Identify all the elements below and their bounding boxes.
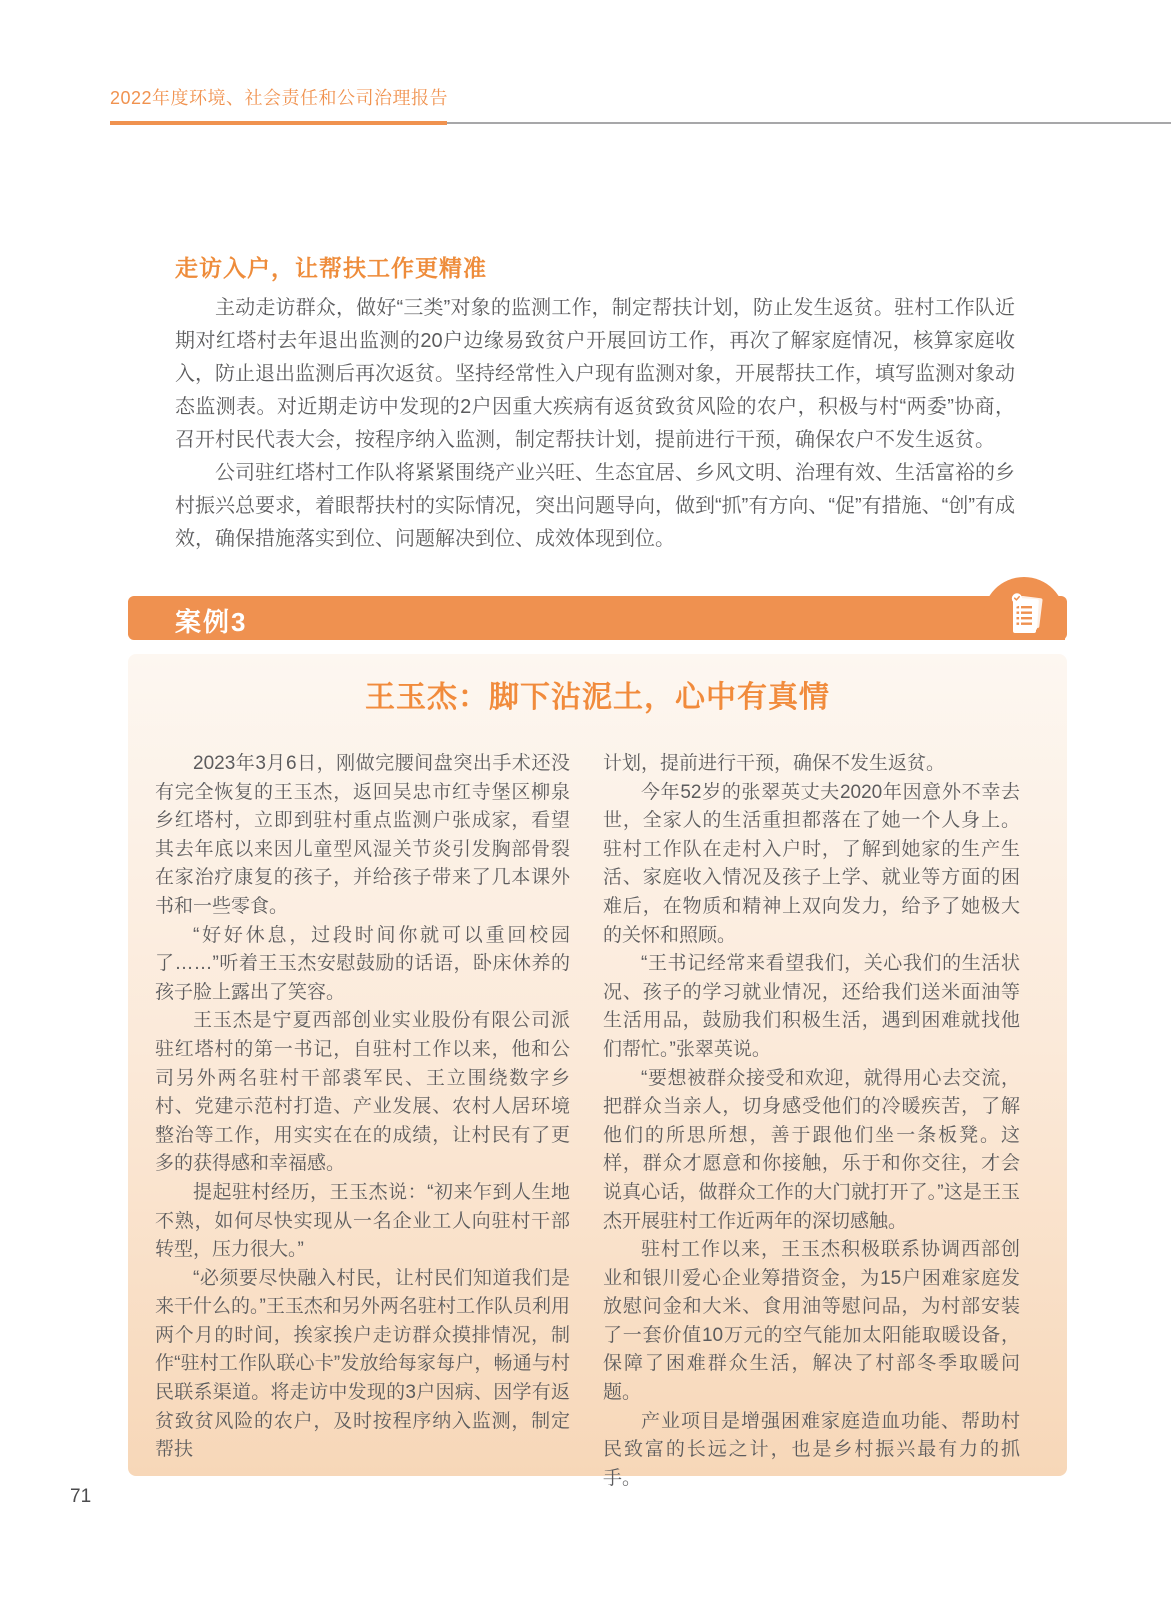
paragraph: “要想被群众接受和欢迎，就得用心去交流，把群众当亲人，切身感受他们的冷暖疾苦，了解他们的所思所想，善于跟他们坐一条板凳。这样，群众才愿意和你接触，乐于和你交往，才会说真心话，做群众工作的大门就打开了。”这是王玉杰开展驻村工作近两年的深切感触。 [603,1067,1020,1232]
paragraph: 2023年3月6日，刚做完腰间盘突出手术还没有完全恢复的王玉杰，返回吴忠市红寺堡区柳泉乡红塔村，立即到驻村重点监测户张成家，看望其去年底以来因儿童型风湿关节炎引发胸部骨裂在家治疗康复的孩子，并给孩子带来了几本课外书和一些零食。 [155,753,570,917]
header-divider-orange [110,121,447,125]
case-box [128,654,1067,1489]
case-banner-label: 案例3 [175,607,248,637]
document-checklist-pin-icon [1004,592,1044,636]
case-banner [128,596,1067,640]
section-heading: 走访入户，让帮扶工作更精准 [175,255,487,281]
report-header-title: 2022年度环境、社会责任和公司治理报告 [110,88,449,108]
paragraph: 王玉杰是宁夏西部创业实业股份有限公司派驻红塔村的第一书记，自驻村工作以来，他和公司另外两名驻村干部裘军民、王立围绕数字乡村、党建示范村打造、产业发展、农村人居环境整治等工作，用实实在在的成绩，让村民有了更多的获得感和幸福感。 [155,1010,570,1175]
paragraph: 提起驻村经历，王玉杰说：“初来乍到人生地不熟，如何尽快实现从一名企业工人向驻村干部转型，压力很大。” [155,1181,570,1261]
page-number: 71 [70,1486,92,1507]
paragraph: 驻村工作以来，王玉杰积极联系协调西部创业和银川爱心企业筹措资金，为15户困难家庭发放慰问金和大米、食用油等慰问品，为村部安装了一套价值10万元的空气能加太阳能取暖设备，保障了困难群众生活，解决了村部冬季取暖问题。 [603,1239,1020,1404]
case-right-column [603,750,1020,1493]
paragraph: 今年52岁的张翠英丈夫2020年因意外不幸去世，全家人的生活重担都落在了她一个人身上。驻村工作队在走村入户时，了解到她家的生产生活、家庭收入情况及孩子上学、就业等方面的困难后，在物质和精神上双向发力，给予了她极大的关怀和照顾。 [603,781,1020,946]
case-left-column [155,750,570,1465]
paragraph: “王书记经常来看望我们，关心我们的生活状况、孩子的学习就业情况，还给我们送米面油等生活用品，鼓励我们积极生活，遇到困难就找他们帮忙。”张翠英说。 [603,953,1020,1060]
paragraph: 计划，提前进行干预，确保不发生返贫。 [603,753,946,774]
paragraph: 公司驻红塔村工作队将紧紧围绕产业兴旺、生态宜居、乡风文明、治理有效、生活富裕的乡村振兴总要求，着眼帮扶村的实际情况，突出问题导向，做到“抓”有方向、“促”有措施、“创”有成效，确保措施落实到位、问题解决到位、成效体现到位。 [175,462,1015,550]
paragraph: 主动走访群众，做好“三类”对象的监测工作，制定帮扶计划，防止发生返贫。驻村工作队近期对红塔村去年退出监测的20户边缘易致贫户开展回访工作，再次了解家庭情况，核算家庭收入，防止退出监测后再次返贫。坚持经常性入户现有监测对象，开展帮扶工作，填写监测对象动态监测表。对近期走访中发现的2户因重大疾病有返贫致贫风险的农户，积极与村“两委”协商，召开村民代表大会，按程序纳入监测，制定帮扶计划，提前进行干预，确保农户不发生返贫。 [175,297,1015,451]
case-banner-tab [983,577,1065,640]
header-divider-gray [447,122,1171,124]
section-body [175,292,1015,556]
paragraph: “必须要尽快融入村民，让村民们知道我们是来干什么的。”王玉杰和另外两名驻村工作队员利用两个月的时间，挨家挨户走访群众摸排情况，制作“驻村工作队联心卡”发放给每家每户，畅通与村民联系渠道。将走访中发现的3户因病、因学有返贫致贫风险的农户，及时按程序纳入监测，制定帮扶 [155,1267,570,1461]
case-title: 王玉杰：脚下沾泥土，心中有真情 [365,681,830,714]
paragraph: 产业项目是增强困难家庭造血功能、帮助村民致富的长远之计，也是乡村振兴最有力的抓手。 [603,1410,1020,1489]
paragraph: “好好休息，过段时间你就可以重回校园了……”听着王玉杰安慰鼓励的话语，卧床休养的孩子脸上露出了笑容。 [155,924,570,1003]
